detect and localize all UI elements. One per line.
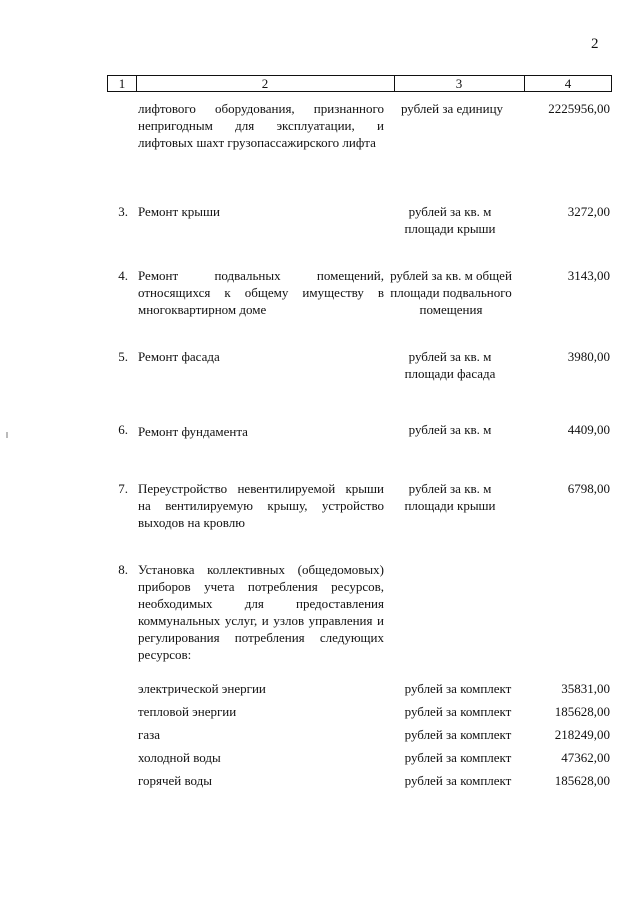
subitem-unit: рублей за комплект xyxy=(404,773,512,788)
subitem-price: 47362,00 xyxy=(561,750,610,765)
header-col-1: 1 xyxy=(118,76,126,91)
subitem-unit: рублей за комплект xyxy=(404,704,512,719)
subitem-name: электрической энергии xyxy=(138,681,266,696)
page-number: 2 xyxy=(591,36,599,52)
subitem-unit: рублей за комплект xyxy=(404,750,512,765)
header-col-2: 2 xyxy=(261,76,269,91)
row-description: Ремонт фасада xyxy=(138,349,220,364)
subitem-name: тепловой энергии xyxy=(138,704,237,719)
header-col-3: 3 xyxy=(455,76,463,91)
header-col-4: 4 xyxy=(564,76,572,91)
subitem-price: 185628,00 xyxy=(554,704,610,719)
subitem-price: 35831,00 xyxy=(561,681,610,696)
scan-mark xyxy=(6,432,8,438)
row-number: 5. xyxy=(118,349,128,364)
row-description: Ремонт фундамента xyxy=(138,424,248,439)
subitem-price: 185628,00 xyxy=(554,773,610,788)
row-number: 6. xyxy=(118,422,128,437)
row-price: 3143,00 xyxy=(567,268,610,283)
row-price: 2225956,00 xyxy=(548,101,610,116)
row-unit: рублей за кв. м площади крыши xyxy=(404,204,496,236)
row-unit: рублей за кв. м общей площади подвального помещения xyxy=(390,268,512,317)
row-number: 3. xyxy=(118,204,128,219)
subitem-unit: рублей за комплект xyxy=(404,681,512,696)
row-description: Ремонт крыши xyxy=(138,204,220,219)
table-header xyxy=(107,75,612,92)
row-unit: рублей за кв. м площади крыши xyxy=(404,481,496,513)
subitem-name: газа xyxy=(138,727,161,742)
row-unit: рублей за кв. м xyxy=(408,422,492,437)
row-price: 6798,00 xyxy=(567,481,610,496)
row-description: Переустройство невентилируемой крыши на вентилируемую крышу, устройство выходов на кровлю xyxy=(138,481,384,530)
row-number: 8. xyxy=(118,562,128,577)
row-price: 3272,00 xyxy=(567,204,610,219)
subitem-name: холодной воды xyxy=(138,750,221,765)
row-description: лифтового оборудования, признанного непригодным для эксплуатации, и лифтовых шахт грузопассажирского лифта xyxy=(138,101,384,150)
row-description: Установка коллективных (общедомовых) приборов учета потребления ресурсов, необходимых для предоставления коммунальных услуг, и узлов управления и регулирования потребления следующих ресурсов: xyxy=(138,562,384,662)
row-price: 4409,00 xyxy=(567,422,610,437)
row-unit: рублей за кв. м площади фасада xyxy=(404,349,496,381)
row-description: Ремонт подвальных помещений, относящихся к общему имуществу в многоквартирном доме xyxy=(138,268,384,317)
row-unit: рублей за единицу xyxy=(400,101,504,116)
subitem-price: 218249,00 xyxy=(554,727,610,742)
row-price: 3980,00 xyxy=(567,349,610,364)
subitem-name: горячей воды xyxy=(138,773,213,788)
row-number: 7. xyxy=(118,481,128,496)
row-number: 4. xyxy=(118,268,128,283)
subitem-unit: рублей за комплект xyxy=(404,727,512,742)
